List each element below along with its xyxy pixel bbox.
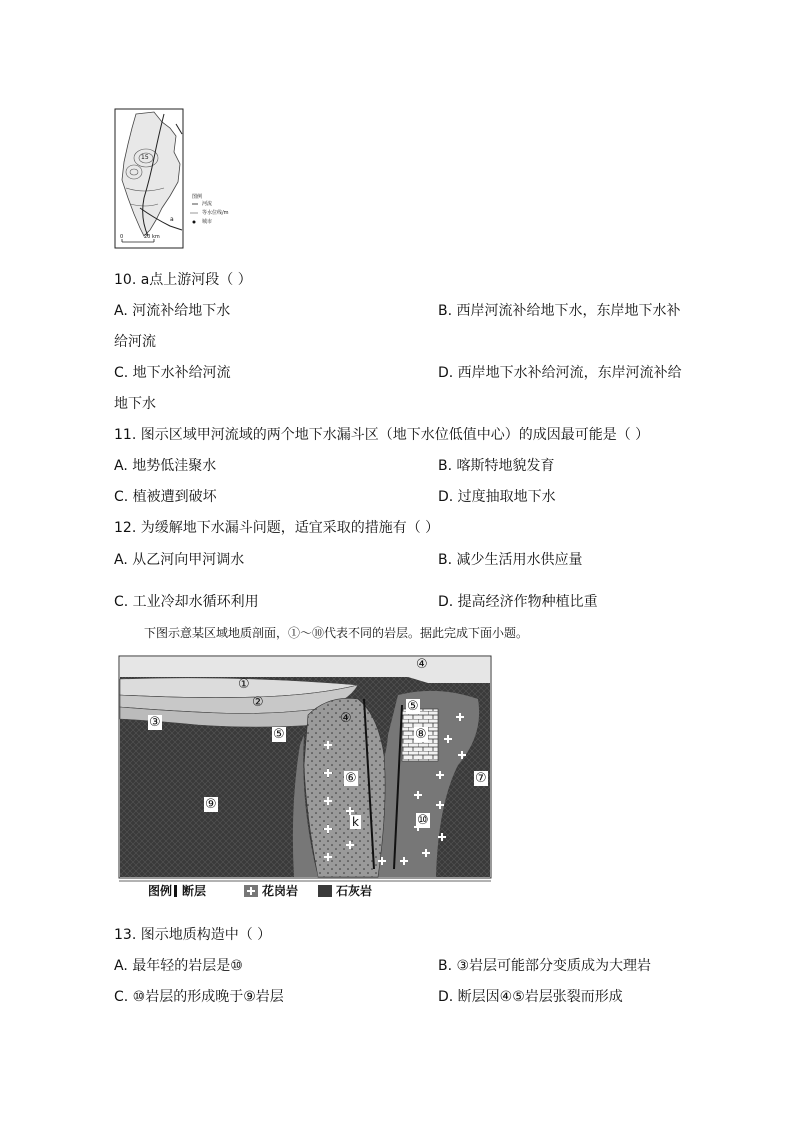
geo-label-k: k: [352, 815, 359, 829]
map-point-a-label: a: [170, 216, 174, 223]
geo-label-8: ⑧: [415, 727, 427, 742]
q12-option-a[interactable]: A. 从乙河向甲河调水: [114, 552, 245, 568]
geo-label-7: ⑦: [475, 771, 487, 786]
geo-label-4-top: ④: [416, 657, 428, 672]
geo-legend-granite: 花岗岩: [262, 884, 299, 898]
q10-option-b-cont: 给河流: [114, 334, 156, 350]
q12-option-b[interactable]: B. 减少生活用水供应量: [438, 552, 583, 568]
q10-option-a[interactable]: A. 河流补给地下水: [114, 303, 231, 319]
river-map-figure: [114, 108, 254, 250]
geology-figure: [118, 655, 494, 901]
q11-option-c[interactable]: C. 植被遭到破坏: [114, 489, 217, 505]
geo-label-2: ②: [252, 695, 264, 710]
map-legend-city: 城市: [202, 219, 213, 225]
map-legend-title: 图例: [192, 194, 203, 200]
map-scale-zero: 0: [120, 234, 124, 240]
geo-legend-limestone: 石灰岩: [336, 884, 373, 898]
map-scale-km: 20 km: [144, 234, 160, 240]
river-map-svg: [114, 108, 254, 250]
q11-option-d[interactable]: D. 过度抽取地下水: [438, 489, 556, 505]
geology-svg: [118, 655, 494, 901]
q10-option-d-cont: 地下水: [114, 396, 156, 412]
section-intro: 下图示意某区域地质剖面，①～⑩代表不同的岩层。据此完成下面小题。: [144, 626, 529, 640]
q12-option-c[interactable]: C. 工业冷却水循环利用: [114, 594, 259, 610]
geo-label-3: ③: [149, 715, 161, 730]
geo-label-10: ⑩: [417, 813, 429, 828]
q13-stem: 13. 图示地质构造中（ ）: [114, 927, 272, 943]
geo-label-1: ①: [238, 677, 250, 692]
geo-label-5-right: ⑤: [407, 699, 419, 714]
map-legend-contour: 等水位线/m: [202, 210, 229, 216]
q13-option-d[interactable]: D. 断层因④⑤岩层张裂而形成: [438, 989, 623, 1005]
q10-option-b[interactable]: B. 西岸河流补给地下水，东岸地下水补: [438, 303, 681, 319]
q11-stem: 11. 图示区域甲河流域的两个地下水漏斗区（地下水位低值中心）的成因最可能是（ ）: [114, 427, 650, 443]
q12-stem: 12. 为缓解地下水漏斗问题，适宜采取的措施有（ ）: [114, 520, 440, 536]
map-contour-label: 15: [141, 154, 149, 161]
q13-option-c[interactable]: C. ⑩岩层的形成晚于⑨岩层: [114, 989, 284, 1005]
map-legend-river: 河流: [202, 201, 213, 207]
q13-option-a[interactable]: A. 最年轻的岩层是⑩: [114, 958, 243, 974]
q11-option-a[interactable]: A. 地势低洼聚水: [114, 458, 217, 474]
q11-option-b[interactable]: B. 喀斯特地貌发育: [438, 458, 555, 474]
q10-option-c[interactable]: C. 地下水补给河流: [114, 365, 231, 381]
geo-label-6: ⑥: [345, 771, 357, 786]
q12-option-d[interactable]: D. 提高经济作物种植比重: [438, 594, 598, 610]
geo-label-5-left: ⑤: [273, 727, 285, 742]
geo-label-9: ⑨: [205, 797, 217, 812]
q10-option-d[interactable]: D. 西岸地下水补给河流，东岸河流补给: [438, 365, 682, 381]
q13-option-b[interactable]: B. ③岩层可能部分变质成为大理岩: [438, 958, 652, 974]
geo-legend-title: 图例: [148, 884, 173, 898]
geo-label-4-mid: ④: [340, 711, 352, 726]
q10-stem: 10. a点上游河段（ ）: [114, 272, 252, 288]
geo-legend-fault: 断层: [182, 884, 207, 898]
